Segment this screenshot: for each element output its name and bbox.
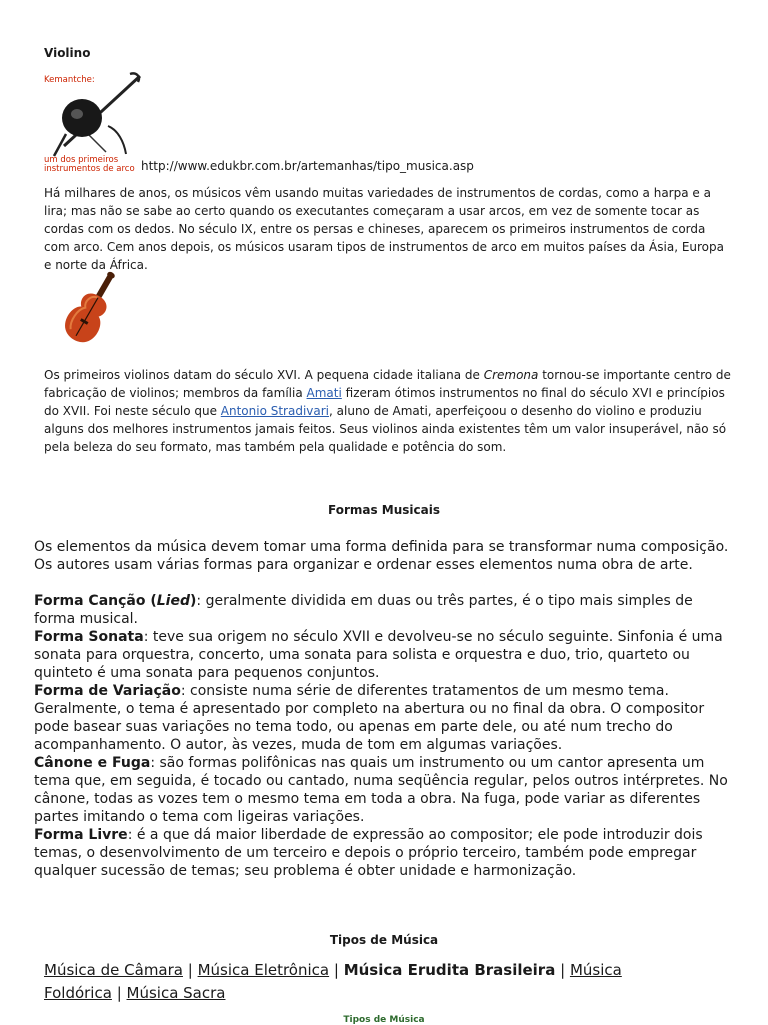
para2-text-1: Os primeiros violinos datam do século XVI. A pequena cidade italiana de [44,368,484,382]
kemantche-caption-line2: instrumentos de arco [44,164,135,174]
separator: | [111,984,127,1002]
forma-livre-entry [34,826,734,880]
forma-sonata-term: Forma Sonata [34,629,144,645]
link-musica-camara[interactable]: Música de Câmara [44,961,183,979]
paragraph-violin-origin [44,366,734,456]
kemantche-image [44,70,144,174]
kemantche-source-url: http://www.edukbr.com.br/artemanhas/tipo_musica.asp [141,159,474,173]
forma-variacao-text: : consiste numa série de diferentes tratamentos de um mesmo tema. Geralmente, o tema é apresentado por completo na abertura ou no final da obra. O compositor pode basear suas variações no tema todo, ou apenas em parte dele, ou até num trecho do acompanhamento. O autor, às vezes, muda de tom em algumas variações. [34,683,705,753]
forma-cancao-term: Forma Canção (Lied) [34,593,197,609]
footer-tipos-label: Tipos de Música [343,1015,425,1025]
separator: | [182,961,198,979]
forma-sonata-text: : teve sua origem no século XVII e devolveu-se no século seguinte. Sinfonia é uma sonata para orquestra, concerto, uma sonata para solista e orquestra e duo, trio, quarteto ou quinteto é uma sonata para pequenos conjuntos. [34,629,723,681]
link-musica-sacra[interactable]: Música Sacra [126,984,226,1002]
forma-livre-term: Forma Livre [34,827,128,843]
current-musica-erudita: Música Erudita Brasileira [343,961,556,979]
kemantche-caption-top: Kemantche: [44,75,95,85]
forma-variacao-entry [34,682,734,754]
violin-image [56,265,120,355]
paragraph-history: Há milhares de anos, os músicos vêm usando muitas variedades de instrumentos de cordas, como a harpa e a lira; mas não se sabe ao certo quando os executantes começaram a usar arcos, em vez de somente tocar as cordas com os dedos. No século IX, entre os persas e chineses, aparecem os primeiros instrumentos de corda com arco. Cem anos depois, os músicos usaram tipos de instrumentos de arco em muitos países da Ásia, Europa e norte da África. [44,186,724,272]
section-title-violino: Violino [44,46,91,60]
kemantche-caption-line1: um dos primeiros [44,155,119,165]
para2-text-4: , aluno de Amati, aperfeiçoou o desenho do violino e produziu alguns dos melhores instrumentos jamais feitos. Seus violinos ainda existentes têm um valor insuperável, não só pela beleza do seu formato, mas também pela qualidade e potência do som. [44,404,727,454]
tipos-nav [44,959,684,1005]
canone-fuga-term: Cânone e Fuga [34,755,151,771]
link-musica-eletronica[interactable]: Música Eletrônica [197,961,330,979]
canone-fuga-entry [34,754,734,826]
canone-fuga-text: : são formas polifônicas nas quais um instrumento ou um cantor apresenta um tema que, em seguida, é tocado ou cantado, numa seqüência regular, pelos outros intérpretes. No cânone, todas as vozes tem o mesmo tema em toda a obra. Na fuga, pode variar as diferentes partes imitando o tema com ligeiras variações. [34,755,728,825]
forma-livre-text: : é a que dá maior liberdade de expressão ao compositor; ele pode introduzir dois temas, o desenvolvimento de um terceiro e depois o próprio terceiro, também pode empregar qualquer sucessão de temas; seu problema é obter unidade e harmonização. [34,827,703,879]
forma-variacao-term: Forma de Variação [34,683,181,699]
forma-sonata-entry [34,628,734,682]
cremona-italic: Cremona [483,368,539,382]
forma-cancao-text: : geralmente dividida em duas ou três partes, é o tipo mais simples de forma musical. [34,593,693,627]
formas-definitions [34,592,734,880]
link-musica-folclorica[interactable]: Música Foldórica [44,961,622,1002]
separator: | [555,961,570,979]
para2-text-2: tornou-se importante centro de fabricação de violinos; membros da família [44,368,731,400]
forma-cancao-entry [34,592,734,628]
heading-tipos-de-musica: Tipos de Música [329,933,439,947]
stradivari-link[interactable]: Antonio Stradivari [220,404,330,418]
formas-intro-paragraph: Os elementos da música devem tomar uma forma definida para se transformar numa composição. Os autores usam várias formas para organizar e ordenar esses elementos numa obra de arte. [34,539,729,573]
heading-formas-musicais: Formas Musicais [327,503,440,517]
separator: | [329,961,344,979]
amati-link[interactable]: Amati [306,386,342,400]
para2-text-3: fizeram ótimos instrumentos no final do século XVI e princípios do XVII. Foi neste século que [44,386,725,418]
